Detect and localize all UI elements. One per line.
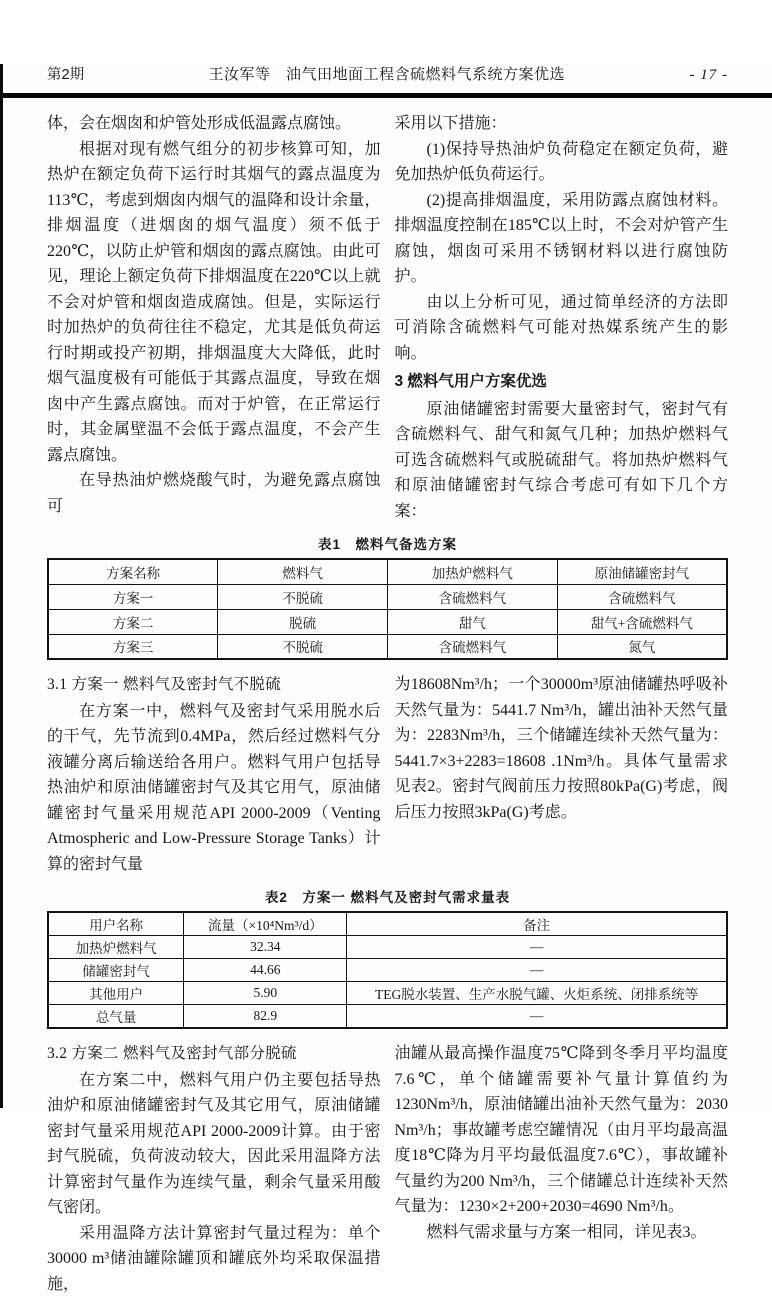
paragraph: 原油储罐密封需要大量密封气，密封气有含硫燃料气、甜气和氮气几种；加热炉燃料气可选含硫燃料气或脱硫甜气。将加热炉燃料气和原油储罐密封气综合考虑可有如下几个方案： [395, 397, 729, 525]
journal-page [0, 64, 772, 1108]
paragraph: (1)保持导热油炉负荷稳定在额定负荷，避免加热炉低负荷运行。 [395, 137, 729, 188]
running-title: 王汝军等 油气田地面工程含硫燃料气系统方案优选 [84, 64, 689, 86]
section-heading-3: 3 燃料气用户方案优选 [395, 369, 729, 395]
table2-cell: — [347, 1005, 727, 1029]
table-row [48, 982, 727, 1005]
table2-header-cell: 用户名称 [48, 912, 184, 936]
table-row [48, 959, 727, 982]
table1-header-cell: 方案名称 [48, 559, 218, 584]
section31-left-column [47, 672, 381, 877]
page-header [47, 64, 728, 86]
table1-cell: 不脱硫 [218, 584, 388, 609]
paragraph: (2)提高排烟温度，采用防露点腐蚀材料。排烟温度控制在185℃以上时，不会对炉管产生腐蚀，烟囱可采用不锈钢材料以进行腐蚀防护。 [395, 188, 729, 290]
table2-cell: TEG脱水装置、生产水脱气罐、火炬系统、闭排系统等 [347, 982, 727, 1005]
table2-cell: — [347, 936, 727, 959]
scan-edge-line [0, 64, 3, 1108]
paragraph: 由以上分析可见，通过简单经济的方法即可消除含硫燃料气可能对热媒系统产生的影响。 [395, 290, 729, 367]
table1-header-cell: 加热炉燃料气 [388, 559, 558, 584]
table2-caption: 表2 方案一 燃料气及密封气需求量表 [47, 886, 728, 906]
paragraph: 燃料气需求量与方案一相同，详见表3。 [395, 1220, 729, 1246]
table1-header-cell: 燃料气 [218, 559, 388, 584]
table1-cell: 不脱硫 [218, 634, 388, 659]
paragraph: 在导热油炉燃烧酸气时，为避免露点腐蚀可 [47, 468, 381, 519]
table-row [48, 634, 727, 659]
table1-cell: 氮气 [557, 634, 727, 659]
table1-cell: 方案一 [48, 584, 218, 609]
intro-left-column [47, 111, 381, 524]
intro-right-column [395, 111, 729, 524]
table2-header-cell: 备注 [347, 912, 727, 936]
table2-cell: 储罐密封气 [48, 959, 184, 982]
paragraph: 采用温降方法计算密封气量过程为：单个30000 m³储油罐除罐顶和罐底外均采取保温措施， [47, 1221, 381, 1297]
table2-cell: 32.34 [184, 936, 347, 959]
page-number: - 17 - [690, 64, 729, 86]
table-header-row [48, 912, 727, 936]
paragraph: 油罐从最高操作温度75℃降到冬季月平均温度7.6℃，单个储罐需要补气量计算值约为1230Nm³/h，原油储罐出油补天然气量为：2030 Nm³/h；事故罐考虑空罐情况（由月平均最高温度18℃降为月平均最低温度7.6℃），事故罐补气量约为200 Nm³/h，三个储罐总计连续补天然气量为：1230×2+200+2030=4690 Nm³/h。 [395, 1041, 729, 1220]
section-heading-3-1: 3.1 方案一 燃料气及密封气不脱硫 [47, 672, 381, 698]
table2-cell: 总气量 [48, 1005, 184, 1029]
text-columns-section32 [47, 1041, 728, 1297]
table1-fuel-gas-options [47, 558, 728, 660]
table1-header-cell: 原油储罐密封气 [557, 559, 727, 584]
paragraph: 体，会在烟囱和炉管处形成低温露点腐蚀。 [47, 111, 381, 137]
paragraph: 为18608Nm³/h；一个30000m³原油储罐热呼吸补天然气量为：5441.7 Nm³/h，罐出油补天然气量为：2283Nm³/h，三个储罐连续补天然气量为：5441.7×3+2283=18608 .1Nm³/h。具体气量需求见表2。密封气阀前压力按照80kPa(G)考虑，阀后压力按照3kPa(G)考虑。 [395, 672, 729, 825]
table2-cell: 82.9 [184, 1005, 347, 1029]
section-heading-3-2: 3.2 方案二 燃料气及密封气部分脱硫 [47, 1041, 381, 1067]
table-row [48, 1005, 727, 1029]
paragraph: 在方案二中，燃料气用户仍主要包括导热油炉和原油储罐密封气及其它用气，原油储罐密封气量采用规范API 2000-2009计算。由于密封气脱硫，负荷波动较大，因此采用温降方法计算密封气量作为连续气量，剩余气量采用酸气密闭。 [47, 1068, 381, 1221]
table1-cell: 甜气 [388, 609, 558, 634]
text-columns-section31 [47, 672, 728, 877]
table1-cell: 含硫燃料气 [388, 584, 558, 609]
table1-cell: 含硫燃料气 [557, 584, 727, 609]
table1-cell: 脱硫 [218, 609, 388, 634]
header-rule [0, 93, 772, 98]
section31-right-column [395, 672, 729, 877]
table-header-row [48, 559, 727, 584]
table2-header-cell: 流量（×10⁴Nm³/d） [184, 912, 347, 936]
table1-cell: 方案二 [48, 609, 218, 634]
paragraph: 采用以下措施： [395, 111, 729, 137]
table2-cell: 5.90 [184, 982, 347, 1005]
table-row [48, 609, 727, 634]
table1-caption: 表1 燃料气备选方案 [47, 533, 728, 553]
table2-cell: 加热炉燃料气 [48, 936, 184, 959]
table-row [48, 936, 727, 959]
section32-left-column [47, 1041, 381, 1297]
table1-cell: 方案三 [48, 634, 218, 659]
page-body [47, 111, 728, 1297]
table2-gas-demand [47, 911, 728, 1029]
text-columns-intro [47, 111, 728, 524]
paragraph: 在方案一中，燃料气及密封气采用脱水后的干气，先节流到0.4MPa，然后经过燃料气分液罐分离后输送给各用户。燃料气用户包括导热油炉和原油储罐密封气及其它用气，原油储罐密封气量采用规范API 2000-2009（Venting Atmospheric and Low-Pressure Storage Tanks）计算的密封气量 [47, 699, 381, 878]
issue-label: 第2期 [47, 64, 84, 86]
paragraph: 根据对现有燃气组分的初步核算可知，加热炉在额定负荷下运行时其烟气的露点温度为113℃，考虑到烟囱内烟气的温降和设计余量，排烟温度（进烟囱的烟气温度）须不低于220℃，以防止炉管和烟囱的露点腐蚀。由此可见，理论上额定负荷下排烟温度在220℃以上就不会对炉管和烟囱造成腐蚀。但是，实际运行时加热炉的负荷往往不稳定，尤其是低负荷运行时期或投产初期，排烟温度大大降低，此时烟气温度极有可能低于其露点温度，导致在烟囱中产生露点腐蚀。而对于炉管，在正常运行时，其金属壁温不会低于露点温度，不会产生露点腐蚀。 [47, 137, 381, 469]
section32-right-column [395, 1041, 729, 1297]
table1-cell: 含硫燃料气 [388, 634, 558, 659]
table2-cell: — [347, 959, 727, 982]
table2-cell: 其他用户 [48, 982, 184, 1005]
table1-cell: 甜气+含硫燃料气 [557, 609, 727, 634]
table2-cell: 44.66 [184, 959, 347, 982]
table-row [48, 584, 727, 609]
